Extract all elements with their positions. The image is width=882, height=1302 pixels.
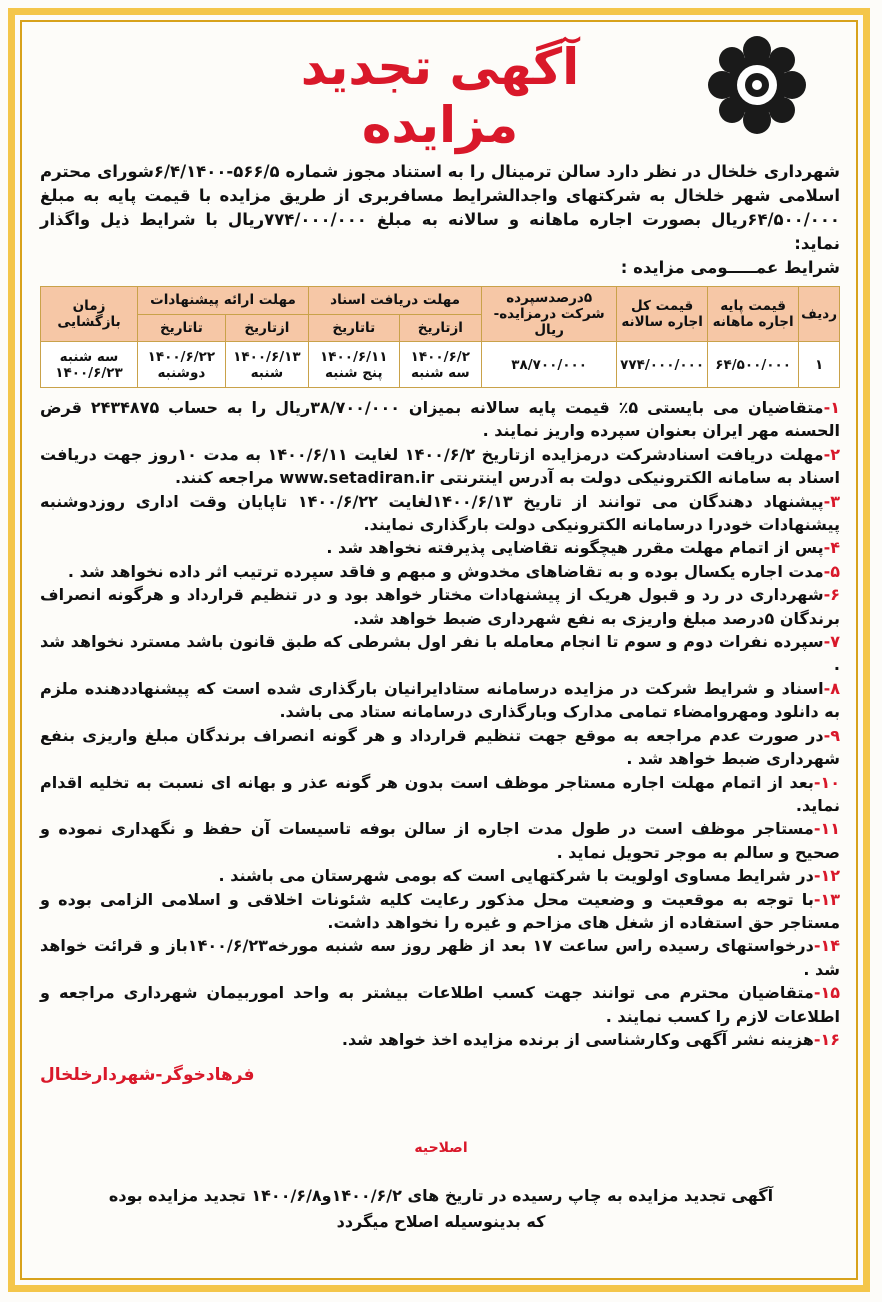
cell-deposit: ۳۸/۷۰۰/۰۰۰ (482, 342, 617, 388)
cell-offers-from: ۱۴۰۰/۶/۱۳ شنبه (225, 342, 308, 388)
cell-row-number: ۱ (799, 342, 840, 388)
list-item: ۴-پس از اتمام مهلت مقرر هیچگونه تقاضایی پذیرفته نخواهد شد . (326, 538, 840, 558)
cell-opening-time: سه شنبه ۱۴۰۰/۶/۲۳ (41, 342, 138, 388)
list-item: ۸-اسناد و شرایط شرکت در مزایده درسامانه ستادایرانیان بارگذاری شده است که پیشنهاددهنده ملزم به دانلود ومهروامضاء تمامی مدارک وبارگذاری درسامانه ستاد می باشد. (40, 678, 840, 722)
list-item: ۳-پیشنهاد دهندگان می توانند از تاریخ ۱۴۰۰/۶/۱۳لغایت ۱۴۰۰/۶/۲۲ تاپایان وقت اداری روزدوشنبه پیشنهادات خودرا درسامانه الکترونیکی دولت بارگذاری نمایند. (40, 491, 841, 535)
list-item: ۵-مدت اجاره یکسال بوده و به تقاضاهای مخدوش و مبهم و فاقد سپرده ترتیب اثر داده نخواهد شد . (67, 561, 840, 581)
header-deposit: ۵درصدسپرده شرکت درمزایده-ریال (482, 287, 617, 342)
cell-total-price: ۷۷۴/۰۰۰/۰۰۰ (617, 342, 708, 388)
auction-table (40, 286, 840, 388)
list-item: ۹-در صورت عدم مراجعه به موقع جهت تنظیم قرارداد و هر گونه انصراف برندگان مبلغ واریزی بنفع شهرداری ضبط خواهد شد . (40, 725, 840, 769)
header-documents-deadline: مهلت دریافت اسناد (309, 287, 482, 315)
page-title: آگهی تجدید مزایده (300, 38, 580, 154)
header-docs-to: تاتاریخ (309, 314, 400, 342)
cell-docs-from: ۱۴۰۰/۶/۲ سه شنبه (399, 342, 482, 388)
header-opening-time: زمان بازگشایی (41, 287, 138, 342)
header-row-number: ردیف (799, 287, 840, 342)
header-offers-deadline: مهلت ارائه پیشنهادات (138, 287, 309, 315)
conditions-list (40, 396, 840, 1051)
list-item: ۱۲-در شرایط مساوی اولویت با شرکتهایی است که بومی شهرستان می باشند . (218, 866, 840, 886)
header-base-price: قیمت پایه اجاره ماهانه (708, 287, 799, 342)
cell-base-price: ۶۴/۵۰۰/۰۰۰ (708, 342, 799, 388)
list-item: ۶-شهرداری در رد و قبول هریک از پیشنهادات مختار خواهد بود و در تنظیم قرارداد و هرگونه انصراف برندگان ۵درصد مبلغ واریزی به نفع شهرداری ضبط خواهد شد. (40, 585, 840, 628)
list-item: ۱۱-مستاجر موظف است در طول مدت اجاره از سالن بوفه تاسیسات آن حفظ و نگهداری نموده و صحیح و سالم به موجر تحویل نماید . (40, 819, 840, 862)
header-docs-from: ازتاریخ (399, 314, 482, 342)
municipality-logo-icon (702, 30, 812, 140)
list-item: ۱۳-با توجه به موقعیت و وضعیت محل مذکور رعایت کلیه شئونات اخلاقی و اسلامی الزامی بوده و مستاجر حق استفاده از شغل های مزاحم و غیره را نخواهد داشت. (40, 889, 840, 932)
notice-body (40, 160, 840, 1051)
cell-offers-to: ۱۴۰۰/۶/۲۲ دوشنبه (138, 342, 226, 388)
header-offers-to: تاتاریخ (138, 314, 226, 342)
table-header-row (41, 287, 840, 315)
conditions-heading: شرایط عمـــــومی مزایده : (620, 258, 840, 277)
header-total-price: قیمت کل اجاره سالانه (617, 287, 708, 342)
table-row (41, 342, 840, 388)
list-item: ۱۵-متقاضیان محترم می توانند جهت کسب اطلاعات بیشتر به واحد اموربیمان شهرداری مراجعه و اطلاعات لازم را کسب نمایند . (40, 983, 840, 1026)
header-offers-from: ازتاریخ (225, 314, 308, 342)
signer-name: فرهادخوگر-شهردارخلخال (40, 1065, 255, 1085)
list-item: ۱۴-درخواستهای رسیده راس ساعت ۱۷ بعد از ظهر روز سه شنبه مورخه۱۴۰۰/۶/۲۳باز و قرائت خواهد شد . (40, 936, 841, 979)
correction-title: اصلاحیه (414, 1140, 468, 1156)
list-item: ۱۶-هزینه نشر آگهی وکارشناسی از برنده مزایده اخذ خواهد شد. (341, 1029, 840, 1049)
list-item: ۱-متقاضیان می بایستی ۵٪ قیمت پایه سالانه بمیزان ۳۸/۷۰۰/۰۰۰ریال را به حساب ۲۴۳۴۸۷۵ قرض الحسنه مهر ایران بعنوان سپرده واریز نمایند . (40, 398, 840, 441)
intro-paragraph: شهرداری خلخال در نظر دارد سالن ترمینال را به استناد مجوز شماره ۵۶۶/۵-۶/۴/۱۴۰۰شورای محترم اسلامی شهر خلخال به شرکتهای واجدالشرایط مسافربری از طریق مزایده با قیمت پایه به مبلغ ۶۴/۵۰۰/۰۰۰ریال بصورت اجاره ماهانه و سالانه به مبلغ ۷۷۴/۰۰۰/۰۰۰ریال با شرایط ذیل واگذار نماید: (40, 162, 840, 253)
list-item: ۷-سپرده نفرات دوم و سوم تا انجام معامله با نفر اول بشرطی که طبق قانون باشد مسترد نخواهد شد . (40, 632, 840, 675)
list-item: ۲-مهلت دریافت اسنادشرکت درمزایده ازتاریخ ۱۴۰۰/۶/۲ لغایت ۱۴۰۰/۶/۱۱ به مدت ۱۰روز جهت دریافت اسناد به سامانه الکترونیکی دولت به آدرس اینترنتی www.setadiran.ir مراجعه کنند. (40, 444, 840, 488)
cell-docs-to: ۱۴۰۰/۶/۱۱ پنج شنبه (309, 342, 400, 388)
correction-text: آگهی تجدید مزایده به چاپ رسیده در تاریخ های ۱۴۰۰/۶/۲و۱۴۰۰/۶/۸ تجدید مزایده بوده که بدینوسیله اصلاح میگردد (108, 1186, 774, 1231)
list-item: ۱۰-بعد از اتمام مهلت اجاره مستاجر موظف است بدون هر گونه عذر و بهانه ای نسبت به تخلیه اقدام نماید. (40, 772, 840, 815)
